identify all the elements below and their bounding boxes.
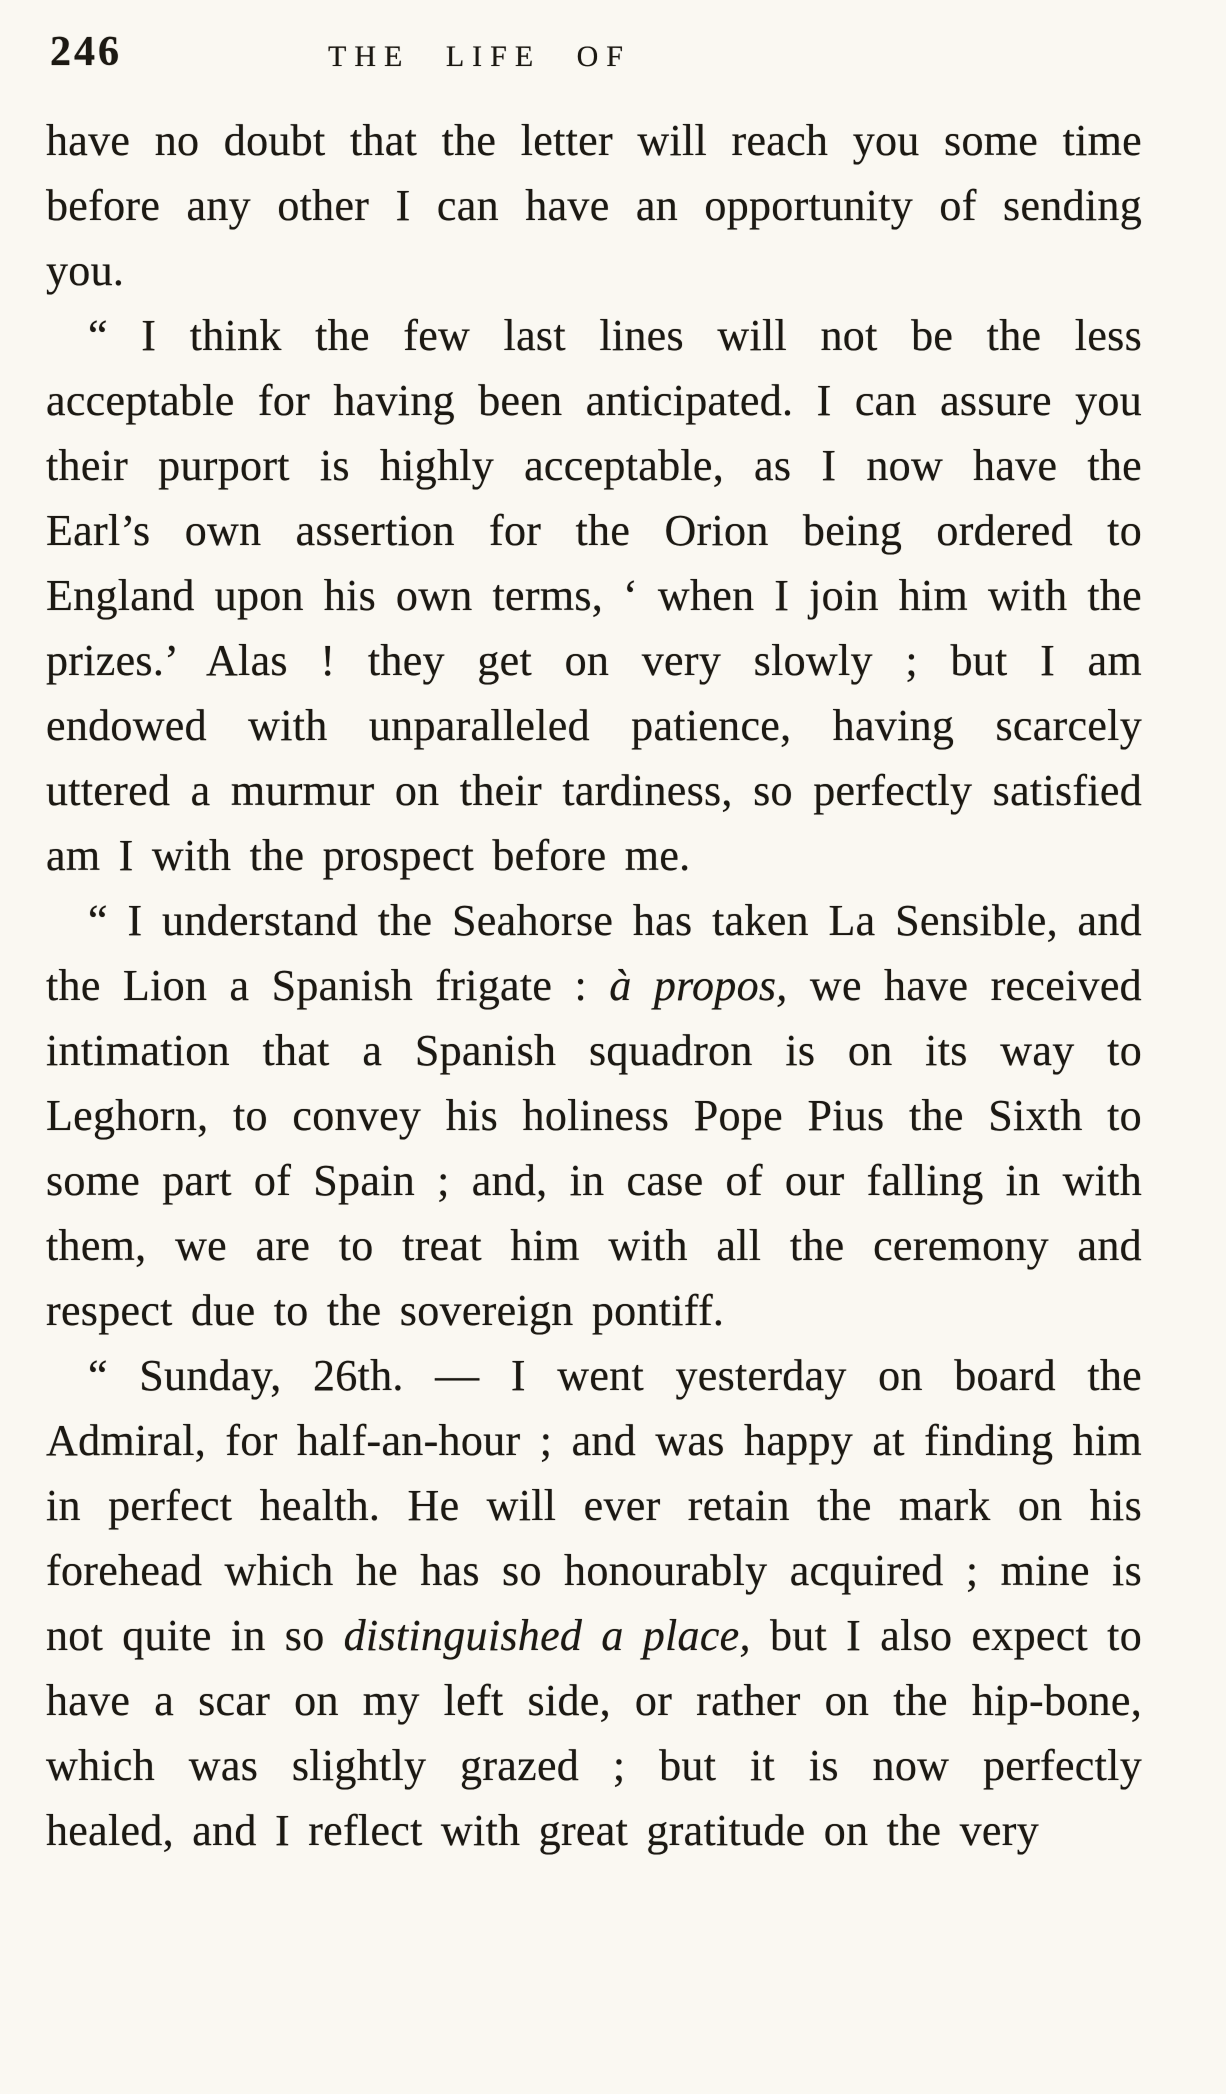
running-title: THE LIFE OF bbox=[328, 40, 631, 73]
text-segment: “ Sunday, 26th. — I went yesterday on board the Admiral, for half-an-hour ; and was happy at finding him in perfect health. He will ever retain the mark on his forehead which he has so honourably acquired ; mine is not quite in so bbox=[46, 1351, 1142, 1660]
paragraph-continuation bbox=[46, 108, 1142, 303]
text-segment-italic: à propos, bbox=[609, 961, 788, 1010]
page-number: 246 bbox=[50, 29, 122, 75]
page-header bbox=[46, 24, 1142, 98]
text-segment: have no doubt that the letter will reach you some time before any other I can have an opportunity of sending you. bbox=[46, 116, 1142, 295]
text-segment: we have received intimation that a Spanish squadron is on its way to Leghorn, to convey his holiness Pope Pius the Sixth to some part of Spain ; and, in case of our falling in with them, we are to treat him with all the ceremony and respect due to the sovereign pontiff. bbox=[46, 961, 1142, 1335]
page-body bbox=[46, 108, 1142, 1863]
text-segment: “ I think the few last lines will not be the less acceptable for having been anticipated. I can assure you their purport is highly acceptable, as I now have the Earl’s own assertion for the Orion being ordered to England upon his own terms, ‘ when I join him with the prizes.’ Alas ! they get on very slowly ; but I am endowed with unparalleled patience, having scarcely uttered a murmur on their tardiness, so perfectly satisfied am I with the prospect before me. bbox=[46, 311, 1142, 880]
text-segment: but I also expect to have a scar on my left side, or rather on the hip-bone, which was slightly grazed ; but it is now perfectly healed, and I reflect with great gratitude on the very bbox=[46, 1611, 1143, 1855]
text-segment-italic: distinguished a place, bbox=[343, 1611, 751, 1660]
paragraph-sunday-26th bbox=[46, 1343, 1142, 1863]
text-segment: “ I understand the Seahorse has taken La Sensible, and the Lion a Spanish frigate : bbox=[46, 896, 1142, 1010]
paragraph-few-last-lines bbox=[46, 303, 1142, 888]
paragraph-seahorse bbox=[46, 888, 1142, 1343]
